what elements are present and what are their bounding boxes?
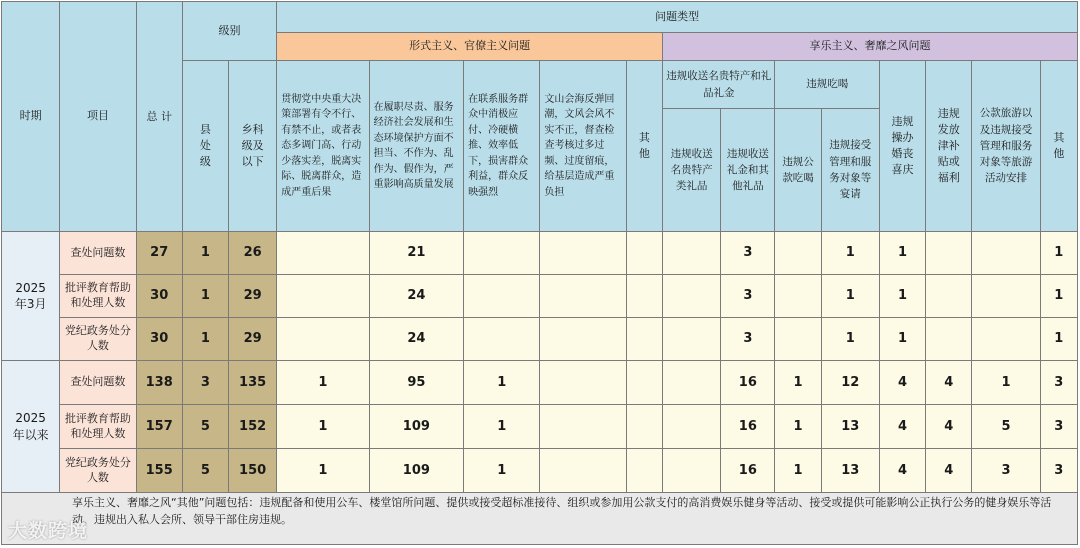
hedonism-value-cell: 4 — [879, 449, 925, 493]
hedonism-value-cell — [926, 318, 972, 361]
hedonism-value-cell: 16 — [721, 361, 775, 405]
row-item-label: 党纪政务处分人数 — [60, 449, 136, 493]
header-formalism-col-1: 贯彻党中央重大决策部署有令不行、有禁不止，或者表态多调门高、行动少落实差，脱离实际、脱离群众，造成严重后果 — [277, 61, 369, 232]
table-row — [2, 449, 1078, 493]
hedonism-value-cell: 4 — [879, 405, 925, 449]
hedonism-value-cell: 1 — [972, 361, 1040, 405]
formalism-value-cell — [626, 232, 662, 275]
formalism-value-cell: 109 — [369, 405, 463, 449]
formalism-value-cell: 1 — [277, 361, 369, 405]
total-cell: 157 — [136, 405, 182, 449]
hedonism-value-cell: 3 — [721, 275, 775, 318]
header-hedonism-col-7: 公款旅游以及违规接受管理和服务对象等旅游活动安排 — [972, 61, 1040, 232]
hedonism-value-cell — [662, 449, 720, 493]
formalism-value-cell — [540, 275, 626, 318]
header-hedonism-col-2: 违规收送礼金和其他礼品 — [721, 109, 775, 232]
county-level-cell: 3 — [182, 361, 228, 405]
formalism-value-cell — [626, 318, 662, 361]
hedonism-value-cell: 16 — [721, 449, 775, 493]
hedonism-value-cell: 12 — [821, 361, 879, 405]
hedonism-value-cell — [775, 232, 821, 275]
hedonism-value-cell: 4 — [926, 361, 972, 405]
formalism-value-cell — [626, 449, 662, 493]
hedonism-value-cell: 1 — [879, 318, 925, 361]
hedonism-value-cell — [775, 275, 821, 318]
header-hedonism-col-6: 违规发放津补贴或福利 — [926, 61, 972, 232]
formalism-value-cell — [277, 318, 369, 361]
hedonism-value-cell: 3 — [721, 232, 775, 275]
hedonism-value-cell — [775, 318, 821, 361]
row-item-label: 批评教育帮助和处理人数 — [60, 275, 136, 318]
hedonism-value-cell: 1 — [1040, 318, 1077, 361]
formalism-value-cell: 1 — [464, 405, 540, 449]
hedonism-value-cell: 4 — [926, 405, 972, 449]
township-level-cell: 152 — [229, 405, 277, 449]
township-level-cell: 29 — [229, 318, 277, 361]
hedonism-value-cell: 3 — [1040, 361, 1077, 405]
hedonism-value-cell: 1 — [821, 275, 879, 318]
formalism-value-cell: 1 — [464, 361, 540, 405]
county-level-cell: 5 — [182, 449, 228, 493]
formalism-value-cell — [464, 318, 540, 361]
formalism-value-cell — [626, 405, 662, 449]
formalism-value-cell: 95 — [369, 361, 463, 405]
table-row — [2, 275, 1078, 318]
discipline-stats-table — [1, 1, 1078, 545]
header-hedonism-col-5: 违规操办婚丧喜庆 — [879, 61, 925, 232]
row-item-label: 党纪政务处分人数 — [60, 318, 136, 361]
header-formalism-col-3: 在联系服务群众中消极应付、冷硬横推、效率低下，损害群众利益，群众反映强烈 — [464, 61, 540, 232]
table-row — [2, 361, 1078, 405]
hedonism-value-cell — [662, 405, 720, 449]
header-formalism-col-4: 文山会海反弹回潮，文风会风不实不正，督查检查考核过多过频、过度留痕，给基层造成严重负担 — [540, 61, 626, 232]
hedonism-value-cell: 1 — [1040, 275, 1077, 318]
header-total: 总 计 — [136, 2, 182, 232]
total-cell: 155 — [136, 449, 182, 493]
hedonism-value-cell — [926, 232, 972, 275]
hedonism-value-cell — [662, 361, 720, 405]
formalism-value-cell — [464, 232, 540, 275]
hedonism-value-cell — [972, 318, 1040, 361]
hedonism-value-cell: 1 — [879, 232, 925, 275]
hedonism-value-cell — [926, 275, 972, 318]
hedonism-value-cell: 3 — [721, 318, 775, 361]
formalism-value-cell: 21 — [369, 232, 463, 275]
header-gift-group: 违规收送名贵特产和礼品礼金 — [662, 61, 775, 109]
formalism-value-cell: 1 — [464, 449, 540, 493]
table-row — [2, 318, 1078, 361]
header-formalism-col-2: 在履职尽责、服务经济社会发展和生态环境保护方面不担当、不作为、乱作为、假作为，严重影响高质量发展 — [369, 61, 463, 232]
hedonism-value-cell: 13 — [821, 405, 879, 449]
formalism-value-cell — [464, 275, 540, 318]
header-problem-type: 问题类型 — [277, 2, 1078, 33]
hedonism-value-cell: 1 — [879, 275, 925, 318]
hedonism-value-cell: 13 — [821, 449, 879, 493]
hedonism-value-cell: 1 — [775, 449, 821, 493]
township-level-cell: 29 — [229, 275, 277, 318]
hedonism-value-cell: 1 — [821, 318, 879, 361]
total-cell: 27 — [136, 232, 182, 275]
row-item-label: 查处问题数 — [60, 361, 136, 405]
hedonism-value-cell: 1 — [1040, 232, 1077, 275]
header-township-level: 乡科级及以下 — [229, 61, 277, 232]
township-level-cell: 150 — [229, 449, 277, 493]
hedonism-value-cell: 3 — [1040, 449, 1077, 493]
footnote: 享乐主义、奢靡之风“其他”问题包括：违规配备和使用公车、楼堂馆所问题、提供或接受超标准接待、组织或参加用公款支付的高消费娱乐健身等活动、接受或提供可能影响公正执行公务的健身娱乐等活动、违规出入私人会所、领导干部住房违规。 — [2, 493, 1078, 545]
formalism-value-cell — [626, 275, 662, 318]
hedonism-value-cell: 16 — [721, 405, 775, 449]
formalism-value-cell: 1 — [277, 449, 369, 493]
header-county-level: 县处级 — [182, 61, 228, 232]
county-level-cell: 1 — [182, 318, 228, 361]
hedonism-value-cell: 3 — [972, 449, 1040, 493]
header-hedonism-col-3: 违规公款吃喝 — [775, 109, 821, 232]
header-hedonism: 享乐主义、奢靡之风问题 — [662, 33, 1077, 61]
hedonism-value-cell: 5 — [972, 405, 1040, 449]
hedonism-value-cell — [662, 232, 720, 275]
hedonism-value-cell: 1 — [775, 405, 821, 449]
total-cell: 30 — [136, 318, 182, 361]
total-cell: 30 — [136, 275, 182, 318]
header-hedonism-col-1: 违规收送名贵特产类礼品 — [662, 109, 720, 232]
total-cell: 138 — [136, 361, 182, 405]
header-formalism-other: 其他 — [626, 61, 662, 232]
county-level-cell: 1 — [182, 232, 228, 275]
row-item-label: 批评教育帮助和处理人数 — [60, 405, 136, 449]
hedonism-value-cell — [972, 232, 1040, 275]
header-hedonism-col-4: 违规接受管理和服务对象等宴请 — [821, 109, 879, 232]
county-level-cell: 5 — [182, 405, 228, 449]
table-row — [2, 405, 1078, 449]
hedonism-value-cell — [662, 275, 720, 318]
hedonism-value-cell: 3 — [1040, 405, 1077, 449]
county-level-cell: 1 — [182, 275, 228, 318]
header-hedonism-other: 其他 — [1040, 61, 1077, 232]
period-label: 2025年3月 — [2, 232, 60, 361]
formalism-value-cell — [540, 232, 626, 275]
period-label: 2025年以来 — [2, 361, 60, 493]
hedonism-value-cell — [972, 275, 1040, 318]
header-formalism: 形式主义、官僚主义问题 — [277, 33, 663, 61]
header-item: 项目 — [60, 2, 136, 232]
formalism-value-cell — [540, 361, 626, 405]
formalism-value-cell: 1 — [277, 405, 369, 449]
row-item-label: 查处问题数 — [60, 232, 136, 275]
header-banquet-group: 违规吃喝 — [775, 61, 879, 109]
township-level-cell: 26 — [229, 232, 277, 275]
hedonism-value-cell: 4 — [926, 449, 972, 493]
formalism-value-cell: 109 — [369, 449, 463, 493]
hedonism-value-cell: 1 — [821, 232, 879, 275]
formalism-value-cell — [277, 232, 369, 275]
hedonism-value-cell: 4 — [879, 361, 925, 405]
formalism-value-cell — [277, 275, 369, 318]
table-row — [2, 232, 1078, 275]
hedonism-value-cell — [662, 318, 720, 361]
watermark: 大数跨境 — [8, 520, 89, 542]
township-level-cell: 135 — [229, 361, 277, 405]
hedonism-value-cell: 1 — [775, 361, 821, 405]
formalism-value-cell — [540, 405, 626, 449]
formalism-value-cell — [626, 361, 662, 405]
formalism-value-cell — [540, 449, 626, 493]
formalism-value-cell: 24 — [369, 318, 463, 361]
header-level: 级别 — [182, 2, 276, 61]
header-period: 时期 — [2, 2, 60, 232]
formalism-value-cell: 24 — [369, 275, 463, 318]
formalism-value-cell — [540, 318, 626, 361]
